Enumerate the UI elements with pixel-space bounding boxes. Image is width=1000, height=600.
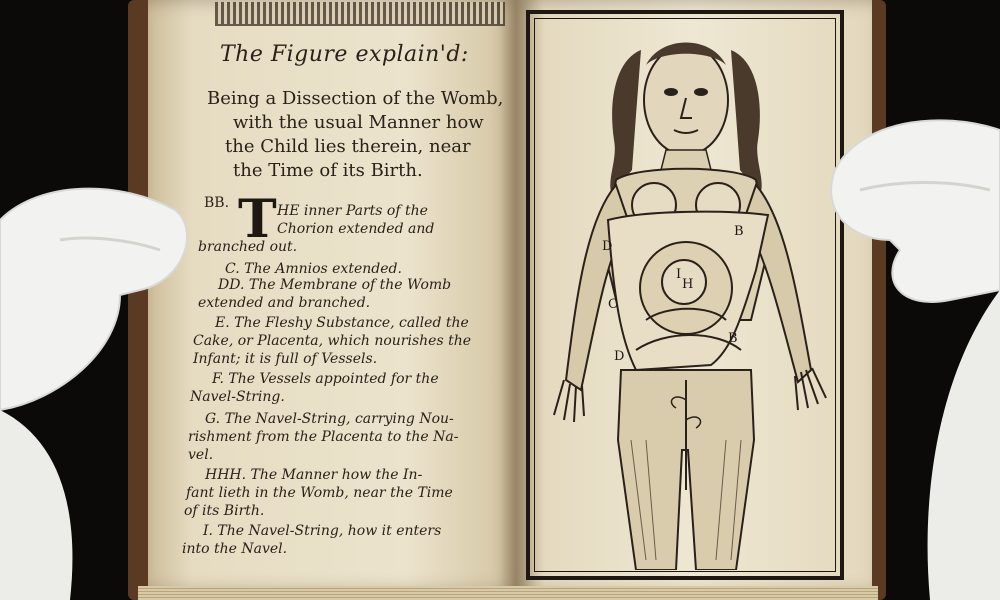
figure-label-h: H (682, 277, 694, 292)
entry-f-line-1: F. The Vessels appointed for the (212, 371, 439, 387)
entry-bb-line-2: Chorion extended and (277, 221, 435, 237)
entry-c: C. The Amnios extended. (225, 261, 402, 277)
entry-bb-line-1: HE inner Parts of the (277, 203, 428, 219)
entry-bb-key: BB. (204, 195, 230, 211)
figure-label-c: C (608, 297, 618, 312)
entry-i-line-1: I. The Navel-String, how it enters (203, 523, 442, 539)
entry-g-line-3: vel. (188, 447, 214, 463)
entry-f-line-2: Navel-String. (190, 389, 285, 405)
entry-e-line-1: E. The Fleshy Substance, called the (215, 315, 469, 331)
entry-hhh-line-2: fant lieth in the Womb, near the Time (186, 485, 453, 501)
figure-label-d-top: D (602, 239, 613, 254)
header-ornament (215, 2, 505, 26)
subheading-line-4: the Time of its Birth. (233, 160, 423, 181)
subheading-line-3: the Child lies therein, near (225, 136, 471, 157)
right-gloved-hand (820, 110, 1000, 600)
entry-hhh-line-3: of its Birth. (184, 503, 265, 519)
entry-e-line-3: Infant; it is full of Vessels. (193, 351, 378, 367)
entry-e-line-2: Cake, or Placenta, which nourishes the (193, 333, 472, 349)
entry-g-line-2: rishment from the Placenta to the Na- (188, 429, 459, 445)
figure-label-b-top: B (734, 224, 744, 239)
left-gloved-hand (0, 180, 200, 600)
page-heading: The Figure explain'd: (220, 42, 469, 67)
subheading-line-1: Being a Dissection of the Womb, (207, 88, 504, 109)
anatomical-woodcut-illustration (536, 20, 834, 570)
subheading-line-2: with the usual Manner how (233, 112, 484, 133)
figure-label-i: I (676, 267, 682, 282)
entry-dd-line-1: DD. The Membrane of the Womb (218, 277, 452, 293)
entry-dd-line-2: extended and branched. (198, 295, 371, 311)
entry-g-line-1: G. The Navel-String, carrying Nou- (205, 411, 454, 427)
page-edges (138, 586, 878, 600)
entry-bb-line-3: branched out. (198, 239, 298, 255)
figure-label-b-bottom: B (728, 331, 738, 346)
entry-i-line-2: into the Navel. (182, 541, 288, 557)
entry-hhh-line-1: HHH. The Manner how the In- (205, 467, 423, 483)
drop-cap: T (238, 189, 277, 250)
figure-label-d-bottom: D (614, 349, 625, 364)
